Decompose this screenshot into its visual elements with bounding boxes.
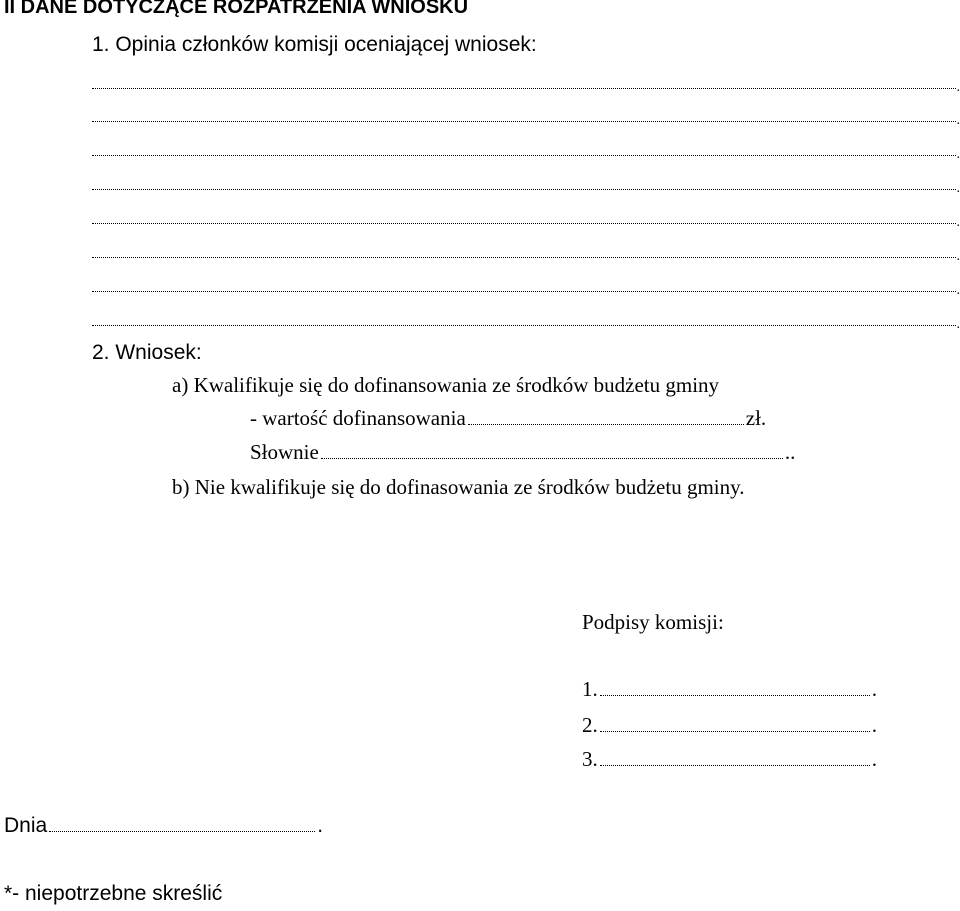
opinion-line[interactable] [92, 249, 960, 264]
words-end: .. [784, 440, 796, 464]
section-title: II DANE DOTYCZĄCE ROZPATRZENIA WNIOSKU [4, 0, 469, 18]
signature-number: 3. [582, 747, 598, 771]
words-row [250, 440, 795, 464]
signature-line-3 [582, 747, 877, 771]
signature-line-2 [582, 713, 877, 737]
amount-label: - wartość dofinansowania [250, 406, 466, 430]
signature-field[interactable] [600, 731, 870, 732]
date-end: . [317, 814, 324, 837]
opinion-line[interactable] [92, 283, 960, 298]
opinion-label: 1. Opinia członków komisji oceniającej wniosek: [92, 33, 537, 56]
line-end: . [956, 147, 960, 162]
line-end: . [956, 215, 960, 230]
signature-end: . [871, 677, 877, 701]
line-end: . [956, 80, 960, 95]
words-field[interactable] [321, 458, 783, 459]
signature-field[interactable] [600, 695, 870, 696]
request-label: 2. Wniosek: [92, 341, 202, 364]
signature-end: . [871, 747, 877, 771]
line-end: . [956, 181, 960, 196]
signature-field[interactable] [600, 765, 870, 766]
signature-number: 2. [582, 713, 598, 737]
option-a[interactable]: a) Kwalifikuje się do dofinansowania ze środków budżetu gminy [172, 373, 720, 397]
signature-number: 1. [582, 677, 598, 701]
opinion-line[interactable] [92, 80, 960, 95]
date-field[interactable] [49, 831, 315, 832]
words-label: Słownie [250, 440, 319, 464]
opinion-line[interactable] [92, 113, 960, 128]
line-end: . [956, 317, 960, 332]
opinion-line[interactable] [92, 215, 960, 230]
signature-end: . [871, 713, 877, 737]
opinion-line[interactable] [92, 181, 960, 196]
amount-row [250, 406, 766, 430]
amount-unit: zł. [745, 406, 767, 430]
line-end: . [956, 113, 960, 128]
line-end: . [956, 283, 960, 298]
footnote: *- niepotrzebne skreślić [4, 882, 223, 905]
opinion-line[interactable] [92, 147, 960, 162]
signatures-title: Podpisy komisji: [582, 610, 724, 634]
signature-line-1 [582, 677, 877, 701]
date-label: Dnia [4, 814, 48, 837]
line-end: . [956, 249, 960, 264]
opinion-line[interactable] [92, 317, 960, 332]
amount-field[interactable] [468, 424, 744, 425]
date-row [4, 814, 323, 838]
option-b[interactable]: b) Nie kwalifikuje się do dofinasowania ze środków budżetu gminy. [172, 475, 745, 499]
